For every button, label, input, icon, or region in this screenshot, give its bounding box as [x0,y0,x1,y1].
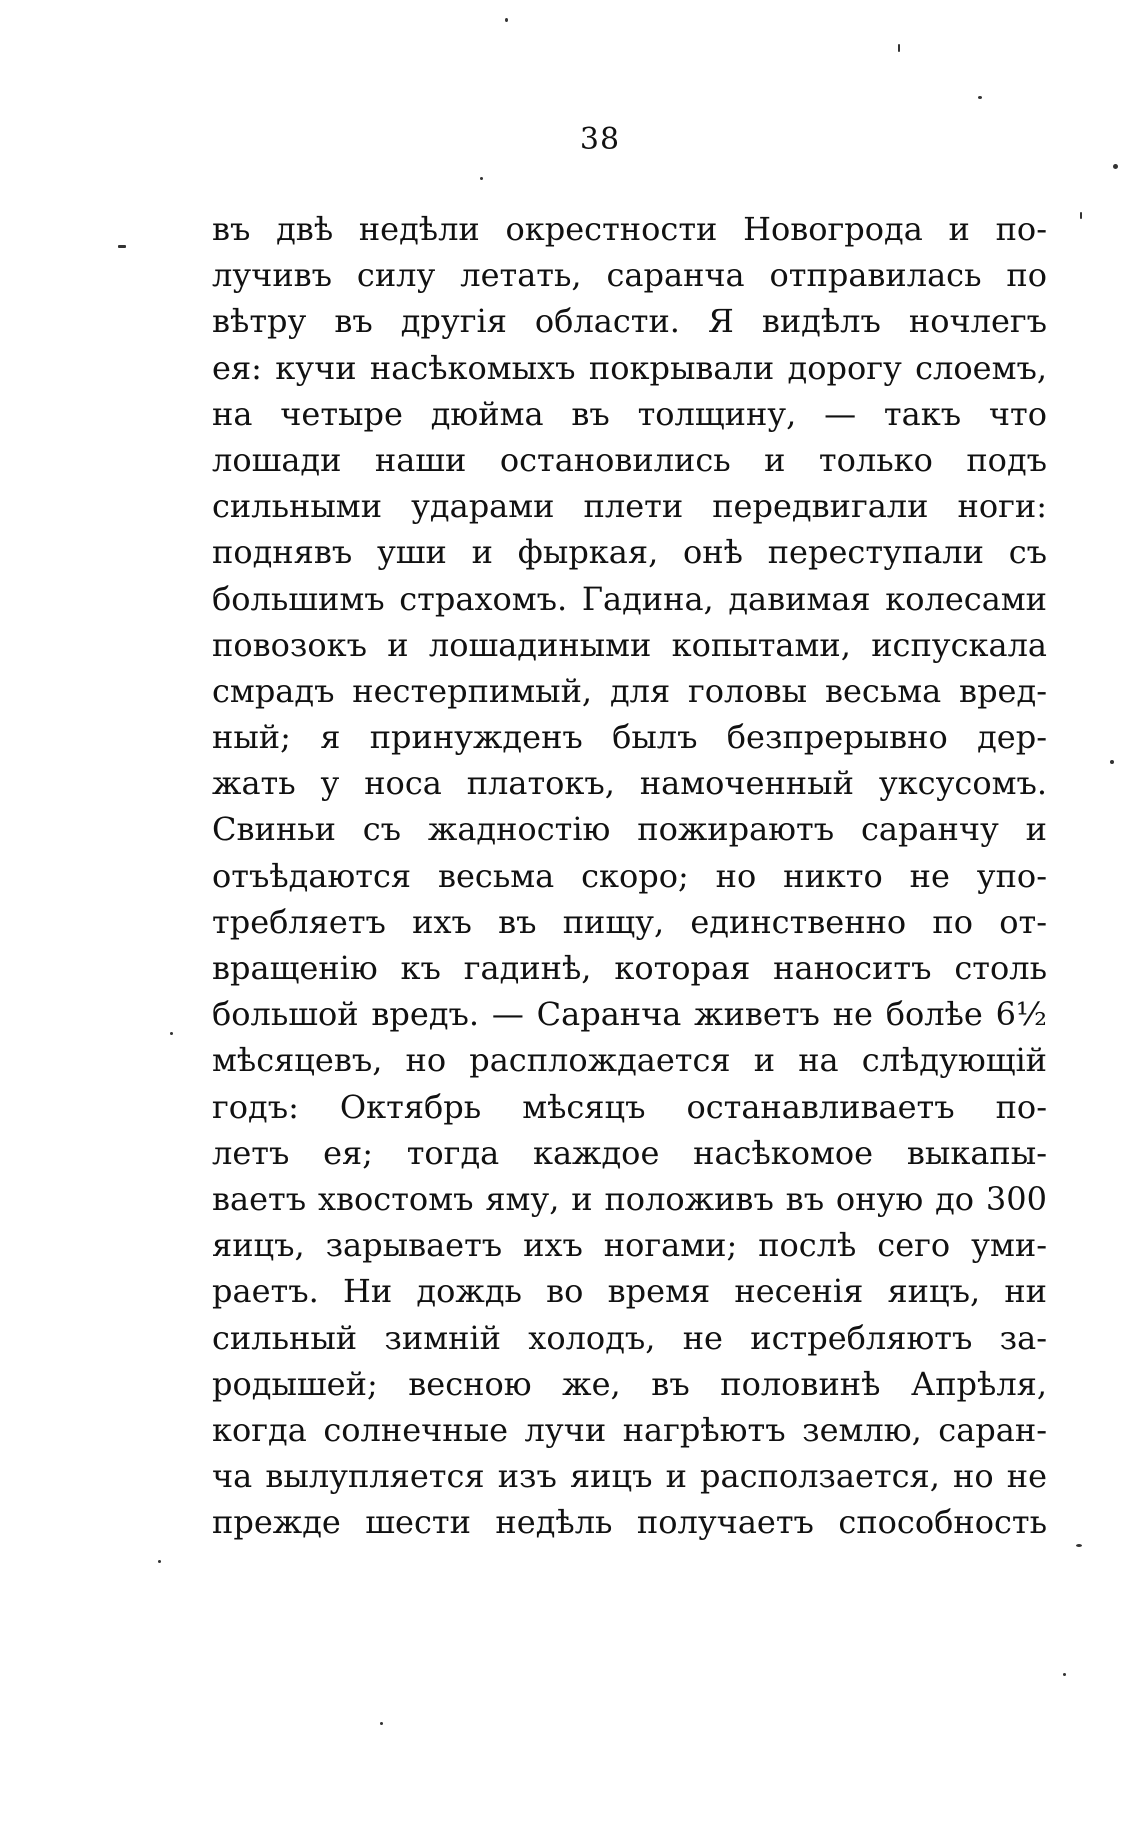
text-line: вѣтру въ другія области. Я видѣлъ ночлегъ [212,302,1047,341]
scan-speck [1080,212,1082,219]
text-line: смрадъ нестерпимый, для головы весьма вред- [212,671,1047,710]
text-line: поднявъ уши и фыркая, онѣ переступали съ [212,533,1047,572]
text-line: отъѣдаются весьма скоро; но никто не упо- [212,856,1047,895]
scan-speck [118,245,126,248]
text-line: ваетъ хвостомъ яму, и положивъ въ оную до 300 [212,1179,1047,1218]
text-line: въ двѣ недѣли окрестности Новогрода и по- [212,210,1047,248]
scan-speck [158,1560,161,1563]
text-line: яицъ, зарываетъ ихъ ногами; послѣ сего уми- [212,1226,1047,1265]
text-line: сильный зимній холодъ, не истребляютъ за- [212,1318,1047,1357]
text-line: раетъ. Ни дождь во время несенія яицъ, ни [212,1272,1047,1311]
scan-speck [1113,164,1118,169]
scan-speck [1110,760,1114,764]
scan-speck [898,44,900,52]
scan-speck [170,1032,173,1035]
text-line: ча вылупляется изъ яицъ и расползается, но не [212,1457,1047,1496]
text-line: вращенію къ гадинѣ, которая наноситъ столь [212,949,1047,987]
text-line: летъ ея; тогда каждое насѣкомое выкапы- [212,1133,1047,1172]
text-line: на четыре дюйма въ толщину, — такъ что [212,394,1047,433]
text-line: требляетъ ихъ въ пищу, единственно по от- [212,902,1047,941]
scan-speck [480,177,483,180]
text-line: большой вредъ. — Саранча живетъ не болѣе 6½ [212,995,1047,1034]
text-line: большимъ страхомъ. Гадина, давимая колесами [212,579,1047,618]
scan-speck [505,18,508,22]
text-line: жать у носа платокъ, намоченный уксусомъ. [212,764,1047,803]
text-line: повозокъ и лошадиными копытами, испускала [212,625,1047,664]
text-line: родышей; весною же, въ половинѣ Апрѣля, [212,1364,1047,1403]
scan-speck [1076,1544,1082,1547]
scan-speck [380,1722,383,1725]
text-line: ея: кучи насѣкомыхъ покрывали дорогу слоемъ, [212,348,1047,387]
text-line: сильными ударами плети передвигали ноги: [212,487,1047,526]
text-line: ный; я принужденъ былъ безпрерывно дер- [212,718,1047,757]
text-line: когда солнечные лучи нагрѣютъ землю, саран- [212,1410,1047,1449]
scan-speck [1063,1673,1066,1676]
body-text [212,206,1047,1545]
text-line: мѣсяцевъ, но расплождается и на слѣдующій [212,1041,1047,1080]
page-number: 38 [579,122,621,157]
text-line: годъ: Октябрь мѣсяцъ останавливаетъ по- [212,1087,1047,1126]
text-line: лучивъ силу летать, саранча отправилась по [212,256,1047,295]
scan-speck [978,96,982,99]
text-line: Свиньи съ жадностію пожираютъ саранчу и [212,810,1047,849]
text-line: лошади наши остановились и только подъ [212,440,1047,479]
text-line: прежде шести недѣль получаетъ способность [212,1503,1047,1542]
